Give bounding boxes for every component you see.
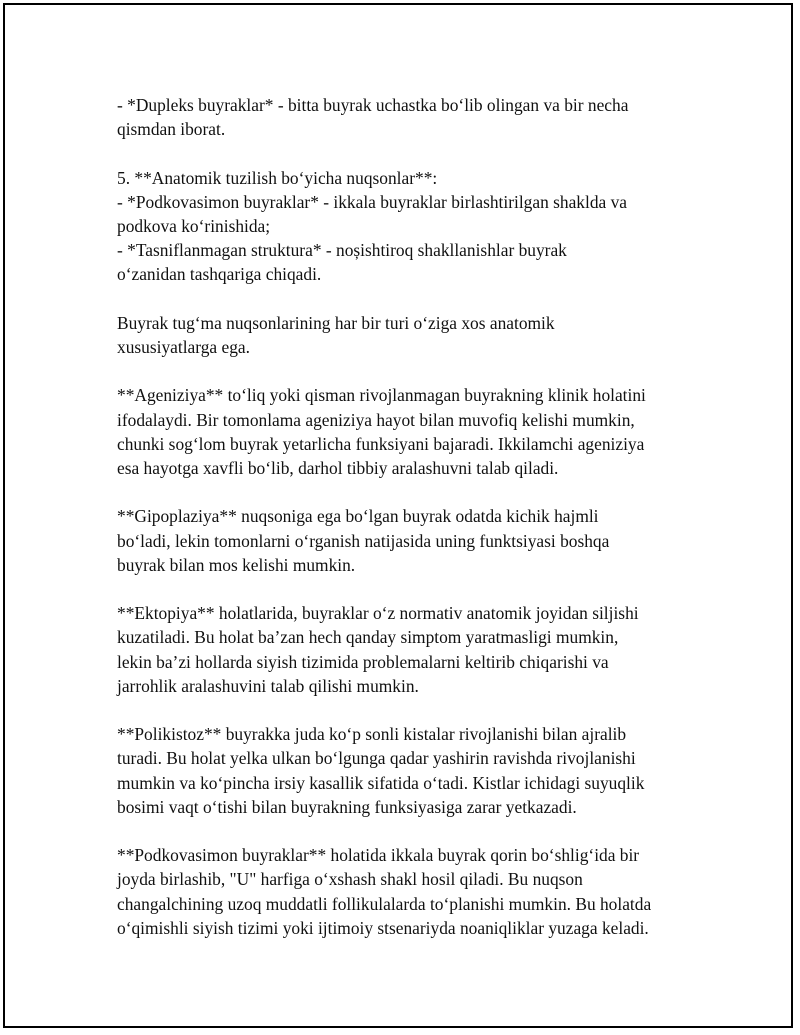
paragraph-nuqsonlar-intro: Buyrak tug‘ma nuqsonlarining har bir turi o‘ziga xos anatomik xususiyatlarga ega.	[117, 312, 555, 357]
paragraph-ektopiya: **Ektopiya** holatlarida, buyraklar o‘z normativ anatomik joyidan siljishi kuzatiladi. Bu holat ba’zan hech qanday simptom yaratmasligi mumkin, lekin ba’zi hollarda siyish tizimida problemalarni keltirib chiqarishi va jarrohlik aralashuvini talab qilishi mumkin.	[117, 603, 639, 696]
document-body	[117, 93, 717, 940]
paragraph-polikistoz: **Polikistoz** buyrakka juda ko‘p sonli kistalar rivojlanishi bilan ajralib turadi. Bu holat yelka ulkan bo‘lgunga qadar yashirin ravishda rivojlanishi mumkin va ko‘pincha irsiy kasallik sifatida o‘tadi. Kistlar ichidagi suyuqlik bosimi vaqt o‘tishi bilan buyrakning funksiyasiga zarar yetkazadi.	[117, 724, 645, 817]
paragraph-dupleks-buyraklar: - *Dupleks buyraklar* - bitta buyrak uchastka bo‘lib olingan va bir necha qismdan iborat.	[117, 95, 629, 140]
paragraph-podkovasimon: **Podkovasimon buyraklar** holatida ikkala buyrak qorin bo‘shlig‘ida bir joyda birlashib, "U" harfiga o‘xshash shakl hosil qiladi. Bu nuqson changalchining uzoq muddatli follikulalarda to‘planishi mumkin. Bu holatda o‘qimishli siyish tizimi yoki ijtimoiy stsenariyda noaniqliklar yuzaga keladi.	[117, 845, 652, 938]
paragraph-ageniziya: **Ageniziya** to‘liq yoki qisman rivojlanmagan buyrakning klinik holatini ifodalaydi. Bir tomonlama ageniziya hayot bilan muvofiq kelishi mumkin, chunki sog‘lom buyrak yetarlicha funksiyani bajaradi. Ikkilamchi ageniziya esa hayotga xavfli bo‘lib, darhol tibbiy aralashuvni talab qiladi.	[117, 385, 646, 478]
paragraph-gipoplaziya: **Gipoplaziya** nuqsoniga ega bo‘lgan buyrak odatda kichik hajmli bo‘ladi, lekin tomonlarni o‘rganish natijasida uning funktsiyasi boshqa buyrak bilan mos kelishi mumkin.	[117, 506, 610, 575]
paragraph-anatomik-tuzilish: 5. **Anatomik tuzilish bo‘yicha nuqsonlar**: - *Podkovasimon buyraklar* - ikkala buyraklar birlashtirilgan shaklda va podkova ko‘rinishida; - *Tasniflanmagan struktura* - noșishtiroq shakllanishlar buyrak o‘zanidan tashqariga chiqadi.	[117, 167, 627, 285]
